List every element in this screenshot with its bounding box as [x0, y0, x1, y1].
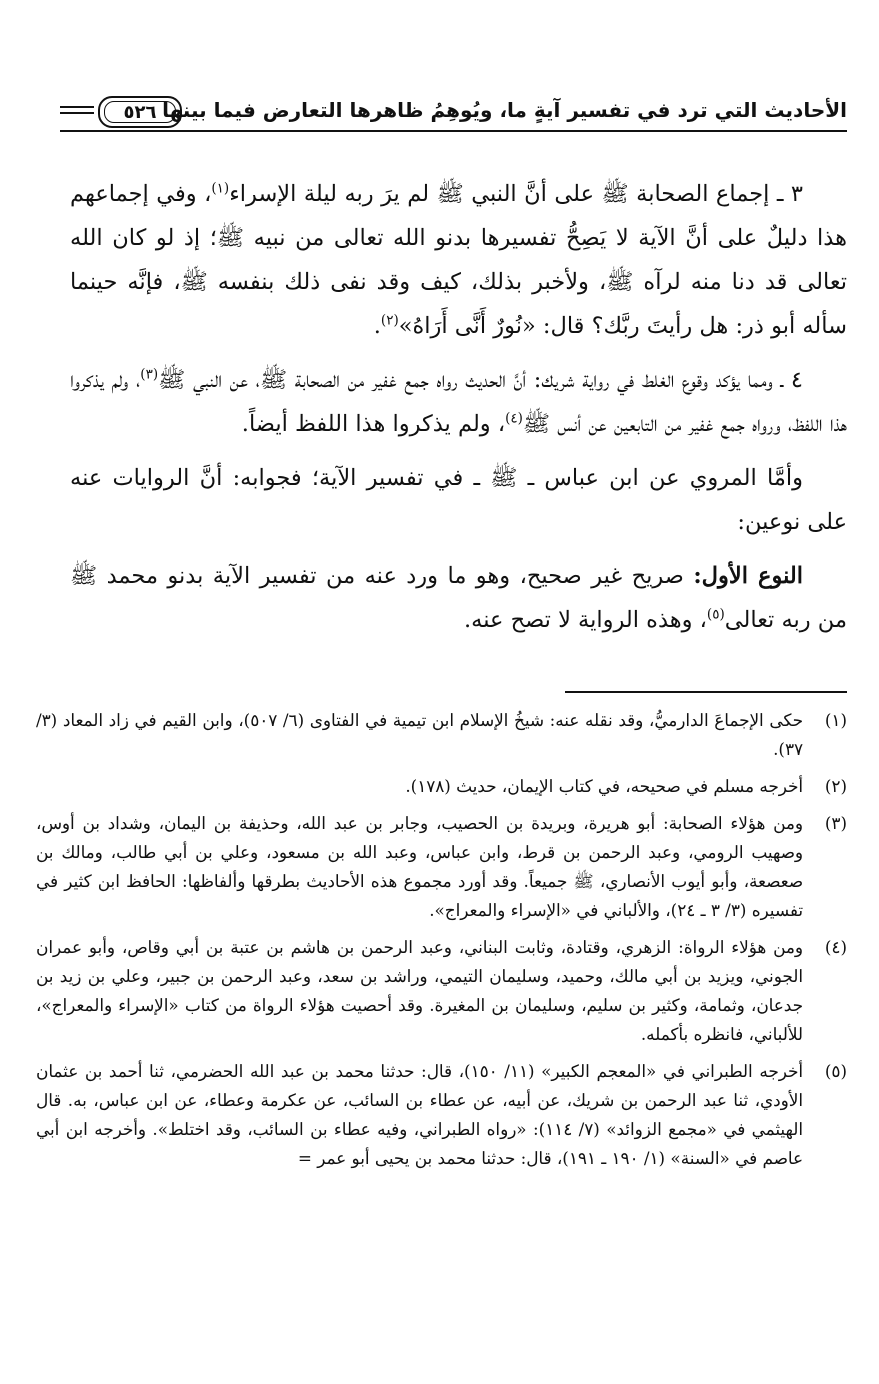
footnote-number: (٤) — [824, 937, 847, 957]
paragraph-first-type: النوع الأول: صريح غير صحيح، وهو ما ورد عنه من تفسير الآية بدنو محمد ﷺ من ربه تعالى$^{(٥)}$، وهذه الرواية لا تصح عنه. — [70, 563, 847, 633]
header-rule — [60, 130, 847, 132]
header-double-rule — [60, 106, 94, 116]
footnote-text: ومن هؤلاء الرواة: الزهري، وقتادة، وثابت البناني، وعبد الرحمن بن هاشم بن عتبة بن أبي وقاص، وأبو عمران الجوني، ويزيد بن أبي مالك، وحميد، وسليمان التيمي، وراشد بن سعد، وعبد الرحمن بن جبير، وعلي بن زيد بن جدعان، وثمامة، وكثير بن سليم، وسليمان بن المغيرة. وقد أحصيت هؤلاء الرواة من كتاب «الإسراء والمعراج»، للألباني، فانظره بأكمله. — [36, 937, 803, 1044]
footnote-text: أخرجه الطبراني في «المعجم الكبير» (١١/ ١٥٠)، قال: حدثنا محمد بن عبد الله الحضرمي، ثنا أحمد بن عثمان الأودي، ثنا عبد الرحمن بن شريك، عن أبيه، عن عطاء بن السائب، عن عكرمة وعطاء، عن ابن عباس، به. قال الهيثمي في «مجمع الزوائد» (٧/ ١١٤): «رواه الطبراني، وفيه عطاء بن السائب، وقد اختلط». وأخرجه ابن أبي عاصم في «السنة» (١/ ١٩٠ ـ ١٩١)، قال: حدثنا محمد بن يحيى أبو عمر = — [36, 1061, 803, 1168]
footnote-number: (١) — [824, 710, 847, 730]
footnote-ref-3: (٣) — [140, 366, 159, 383]
footnote-text: حكى الإجماعَ الدارميُّ، وقد نقله عنه: شيخُ الإسلام ابن تيمية في الفتاوى (٦/ ٥٠٧)، وابن القيم في زاد المعاد (٣/ ٣٧). — [36, 710, 803, 759]
page-number-frame — [98, 96, 182, 128]
footnote-2 — [36, 772, 847, 801]
footnote-number: (٢) — [824, 776, 847, 796]
footnote-number: (٣) — [824, 813, 847, 833]
footnote-text: ومن هؤلاء الصحابة: أبو هريرة، وبريدة بن الحصيب، وجابر بن عبد الله، وحذيفة بن اليمان، وشداد بن أوس، وصهيب الرومي، وعبد الرحمن بن قرط، وابن عباس، وعبد الله بن مسعود، وعلي بن أبي طالب، ومالك بن صعصعة، وأبو أيوب الأنصاري، ﷺ جميعاً. وقد أورد مجموع هذه الأحاديث بطرقها وألفاظها: الحافظ ابن كثير في تفسيره (٣/ ٣ ـ ٢٤)، والألباني في «الإسراء والمعراج». — [36, 813, 803, 920]
footnote-ref-1: (١) — [211, 180, 230, 197]
page-number: ٥٢٦ — [123, 101, 157, 123]
footnote-1 — [36, 706, 847, 764]
footnote-ref-2: (٢) — [380, 312, 399, 329]
footnote-3 — [36, 809, 847, 925]
paragraph-4: ٤ ـ ومما يؤكد وقوع الغلط في رواية شريك: أنَّ الحديث رواه جمع غفير من الصحابة ﷺ، عن النبي ﷺ$^{(٣)}$، ولم يذكروا هذا اللفظ، ورواه جمع غفير من التابعين عن أنس ﷺ$^{(٤)}$، ولم يذكروا هذا اللفظ أيضاً. — [70, 366, 847, 437]
paragraph-ibn-abbas: وأمَّا المروي عن ابن عباس ـ ﷺ ـ في تفسير الآية؛ فجوابه: أنَّ الروايات عنه على نوعين: — [70, 465, 847, 535]
main-text — [70, 172, 847, 652]
footnote-number: (٥) — [824, 1061, 847, 1081]
footnote-5 — [36, 1057, 847, 1173]
footnote-4 — [36, 933, 847, 1049]
footnote-ref-4: (٤) — [505, 410, 523, 427]
footnote-text: أخرجه مسلم في صحيحه، في كتاب الإيمان، حديث (١٧٨). — [405, 776, 803, 796]
footnote-separator — [565, 691, 847, 693]
running-title: الأحاديث التي ترد في تفسير آيةٍ ما، ويُوهِمُ ظاهرها التعارض فيما بينها — [162, 98, 847, 122]
footnotes — [36, 706, 847, 1181]
paragraph-3: ٣ ـ إجماع الصحابة ﷺ على أنَّ النبي ﷺ لم يرَ ربه ليلة الإسراء$^{(١)}$، وفي إجماعهم هذا دليلٌ على أنَّ الآية لا يَصِحُّ تفسيرها بدنو الله تعالى من نبيه ﷺ؛ إذ لو كان الله تعالى قد دنا منه لرآه ﷺ، ولأخبر بذلك، كيف وقد نفى ذلك بنفسه ﷺ، فإنَّه حينما سأله أبو ذر: هل رأيتَ ربَّك؟ قال: «نُورٌ أَنَّى أَرَاهُ»$^{(٢)}$. — [70, 180, 847, 339]
page-header — [60, 92, 847, 134]
footnote-ref-5: (٥) — [706, 606, 725, 623]
first-type-heading: النوع الأول: — [693, 563, 803, 589]
